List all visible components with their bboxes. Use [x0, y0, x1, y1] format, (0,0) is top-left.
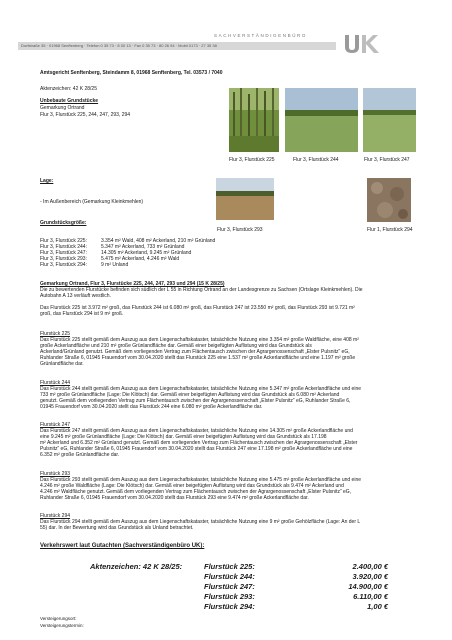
valuation-row: Flurstück 294: 1,00 €	[204, 602, 388, 611]
summary-line: Das Flurstück 225 ist 3.972 m² groß, das Flurstück 244 ist 6.080 m² groß, das Flurstück 247 ist 23.550 m² groß, das Flurstück 293 ist 9.721 m²	[40, 305, 355, 311]
detail-line: m² Ackerland und 6.352 m² Grünland genutzt. Gemäß dem vorliegenden Vertrag zum Flächentausch zwischen der Agrargenossenschaft „Elster	[40, 440, 358, 446]
caption-parcel-225: Flur 3, Flurstück 225	[229, 157, 275, 163]
detail-line: Das Flurstück 294 stellt gemäß dem Auszug aus dem Liegenschaftskataster, tatsächliche Nutzung eine 9 m² große Gehölzfläche (Lage: An der L	[40, 519, 361, 525]
detail-line: 4.246 m² Waldfläche genutzt. Gemäß dem vorliegenden Vertrag zum Flächentausch zwischen der Agrargenossenschaft „Elster Pulsnitz“ eG,	[40, 489, 352, 495]
detail-line: Das Flurstück 244 stellt gemäß dem Auszug aus dem Liegenschaftskataster, tatsächliche Nutzung eine 5.347 m² große Ackerlandfläche und eine	[40, 386, 362, 392]
detail-parcel-225	[40, 331, 436, 367]
detail-line: 01945 Frauendorf vom 30.04.2020 stellt das Flurstück 244 eine 6.080 m² große Ackerlandfläche dar.	[40, 404, 263, 410]
court-line: Amtsgericht Senftenberg, Steindamm 8, 01968 Senftenberg, Tel. 03573 / 7040	[40, 70, 223, 76]
section-heading-plots: Unbebaute Grundstücke	[40, 98, 99, 104]
valuation-row: Flurstück 293: 6.110,00 €	[204, 592, 388, 601]
detail-line: genutzt. Gemäß dem vorliegenden Vertrag zum Flächentausch zwischen der Agrargenossenschaft „Elster Pulsnitz“ eG, Ruhlander Straße 6,	[40, 398, 351, 404]
valuation-row: Flurstück 247: 14.900,00 €	[204, 582, 388, 591]
valuation-heading: Verkehrswert laut Gutachten (Sachverständigenbüro UK):	[40, 543, 205, 549]
detail-line: eine 9.245 m² große Grünlandfläche (Lage: Die Klötsch) dar. Gemäß einer beigefügten Auflistung wird das Grundstück als 17.198	[40, 434, 327, 440]
size-row: Flur 3, Flurstück 293: 5.475 m² Ackerland, 4.246 m² Wald	[40, 256, 180, 262]
detail-line: Das Flurstück 225 stellt gemäß dem Auszug aus dem Liegenschaftskataster, tatsächliche Nutzung eine 3.354 m² große Waldfläche, eine 408 m²	[40, 337, 359, 343]
photo-parcel-225	[229, 88, 279, 152]
detail-heading: Flurstück 244	[40, 380, 71, 386]
detail-heading: Flurstück 293	[40, 471, 71, 477]
footer-venue: Versteigerungsort:	[40, 616, 77, 621]
summary-heading: Gemarkung Ortrand, Flur 3, Flurstücke 225, 244, 247, 293 und 294 (15 K 28/25)	[40, 281, 225, 287]
caption-parcel-244: Flur 3, Flurstück 244	[293, 157, 339, 163]
detail-parcel-293	[40, 471, 436, 501]
section-heading-sizes: Grundstücksgröße:	[40, 220, 87, 226]
size-row: Flur 3, Flurstück 244: 5.347 m² Ackerland, 733 m² Grünland	[40, 244, 185, 250]
uk-logo-icon	[342, 33, 388, 55]
detail-line: 55) dar. In der Bewertung wird das Grundstück als Unland betrachtet.	[40, 525, 194, 531]
detail-line: Pulsnitz“ eG, Ruhlander Straße 6, 01945 Frauendorf vom 30.04.2020 stellt das Flurstück 247 eine 17.198 m² große Ackerlandfläche und eine	[40, 446, 353, 452]
summary-block	[40, 281, 436, 317]
caption-parcel-247: Flur 3, Flurstück 247	[364, 157, 410, 163]
photo-parcel-247	[363, 88, 416, 152]
detail-line: Ruhlander Straße 6, 01945 Frauendorf vom 30.04.2020 stellt das Flurstück 293 eine 9.474 m² große Ackerlandfläche dar.	[40, 495, 309, 501]
valuation-row: Flurstück 244: 3.920,00 €	[204, 572, 388, 581]
detail-parcel-244	[40, 380, 436, 410]
district-line: Gemarkung Ortrand	[40, 105, 85, 111]
detail-parcel-294	[40, 513, 436, 531]
valuation-file-label: Aktenzeichen: 42 K 28/25:	[90, 562, 183, 571]
size-table	[40, 238, 215, 268]
detail-line: 6.352 m² große Grünlandfläche dar.	[40, 452, 120, 458]
detail-line: 4.246 m² große Waldfläche (Lage: Die Klötsch) dar. Gemäß einer beigefügten Auflistung wird das Grundstück als 9.474 m² Ackerland und	[40, 483, 344, 489]
summary-line: groß, das Flurstück 294 ist 9 m² groß.	[40, 311, 124, 317]
detail-line: große Ackerlandfläche und 210 m² große Grünlandfläche dar. Gemäß einer beigefügten Auflistung wird das Grundstück als	[40, 343, 312, 349]
file-reference: Aktenzeichen: 42 K 28/25	[40, 86, 97, 92]
detail-line: 733 m² große Grünlandfläche (Lage: Die Klötsch) dar. Gemäß einer beigefügten Auflistung wird das Grundstück als 6.080 m² Ackerland	[40, 392, 340, 398]
valuation-row: Aktenzeichen: 42 K 28/25: Flurstück 225: 2.400,00 €	[90, 562, 388, 571]
photo-parcel-293	[216, 178, 274, 220]
detail-line: Grünlandfläche dar.	[40, 361, 84, 367]
caption-parcel-294: Flur 1, Flurstück 294	[367, 227, 413, 233]
size-row: Flur 3, Flurstück 247: 14.305 m² Ackerland, 9.245 m² Grünland	[40, 250, 192, 256]
header-contact-band: Dorfstraße 35 · 01968 Senftenberg · Telefon 0 35 73 · 8 00 13 · Fax 0 35 73 · 80 26 94 · Mobil 0173 · 27 35 38	[18, 42, 336, 50]
detail-line: Das Flurstück 293 stellt gemäß dem Auszug aus dem Liegenschaftskataster, tatsächliche Nutzung eine 5.475 m² große Ackerlandfläche und eine	[40, 477, 362, 483]
detail-parcel-247	[40, 422, 436, 458]
detail-line: Ruhlander Straße 6, 01945 Frauendorf vom 30.04.2020 stellt das Flurstück 225 eine 1.537 m² große Ackerlandfläche und eine 1.197 m² große	[40, 355, 356, 361]
valuation-table	[90, 562, 388, 612]
detail-heading: Flurstück 247	[40, 422, 71, 428]
detail-heading: Flurstück 225	[40, 331, 71, 337]
header-title: SACHVERSTÄNDIGENBÜRO	[214, 33, 308, 38]
location-text: - Im Außenbereich (Gemarkung Kleinkmehlen)	[40, 199, 144, 205]
detail-line: Das Flurstück 247 stellt gemäß dem Auszug aus dem Liegenschaftskataster, tatsächliche Nutzung eine 14.305 m² große Ackerlandfläche und	[40, 428, 353, 434]
caption-parcel-293: Flur 3, Flurstück 293	[217, 227, 263, 233]
photo-parcel-244	[285, 88, 358, 152]
summary-line: Autobahn A 13 verläuft westlich.	[40, 293, 111, 299]
parcels-line: Flur 3, Flurstück 225, 244, 247, 293, 294	[40, 112, 131, 118]
section-heading-location: Lage:	[40, 178, 54, 184]
photo-parcel-294	[367, 178, 411, 222]
size-row: Flur 3, Flurstück 294: 9 m² Unland	[40, 262, 129, 268]
detail-line: Ackerland/Grünland genutzt. Gemäß dem vorliegenden Vertrag zum Flächentausch zwischen der Agrargenossenschaft „Elster Pulsnitz“ eG,	[40, 349, 350, 355]
footer-date: Versteigerungstermin:	[40, 623, 84, 628]
size-row: Flur 3, Flurstück 225: 3.354 m² Wald, 408 m² Ackerland, 210 m² Grünland	[40, 238, 216, 244]
detail-heading: Flurstück 294	[40, 513, 71, 519]
summary-line: Die zu bewertenden Flurstücke befinden sich südlich der L 55 in Richtung Ortrand an der Landesgrenze zu Sachsen (Ortslage Kleinkmehlen). Die	[40, 287, 363, 293]
